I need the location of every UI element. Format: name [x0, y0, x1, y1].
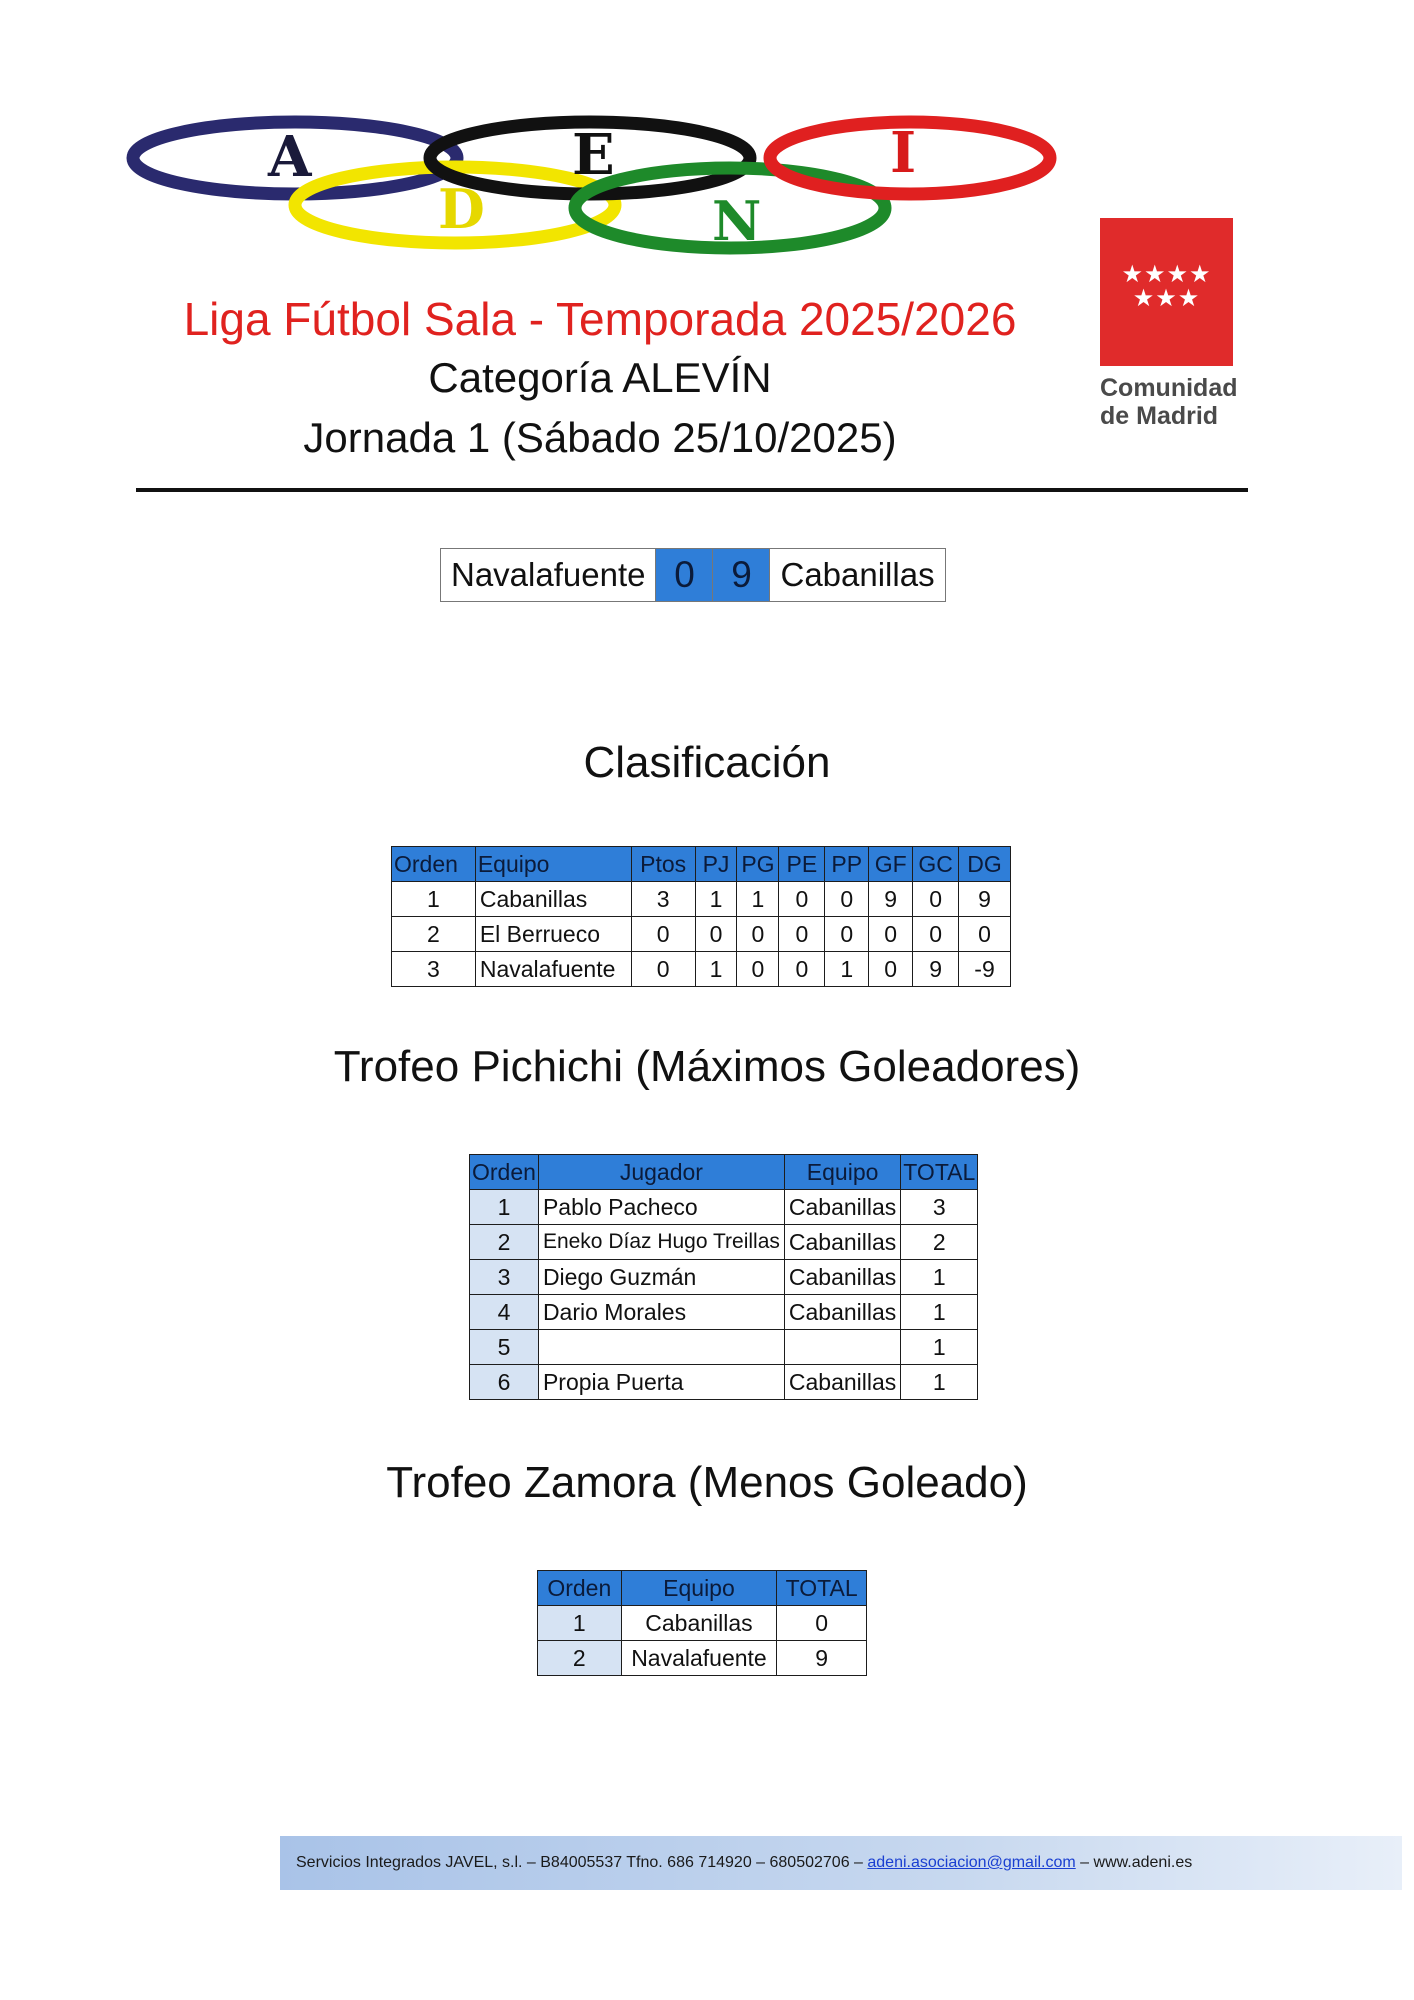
cell: 2: [901, 1225, 978, 1260]
cell: 1: [695, 882, 737, 917]
cell: 0: [779, 882, 825, 917]
madrid-stars-icon: ★★★★ ★★★: [1121, 260, 1212, 312]
cell: [538, 1330, 784, 1365]
cell: 9: [777, 1641, 867, 1676]
cell: 1: [695, 952, 737, 987]
header-divider: [136, 488, 1248, 492]
round-title: Jornada 1 (Sábado 25/10/2025): [303, 414, 897, 461]
cell: Cabanillas: [784, 1365, 900, 1400]
league-title: Liga Fútbol Sala - Temporada 2025/2026: [183, 293, 1017, 345]
logo-letter-n: N: [712, 189, 762, 253]
cell: 9: [869, 882, 913, 917]
cell: Cabanillas: [784, 1190, 900, 1225]
cell: Cabanillas: [784, 1295, 900, 1330]
adeni-logo: [120, 110, 1060, 270]
cell: 6: [470, 1365, 539, 1400]
logo-letter-i: I: [890, 120, 917, 186]
col-header: Equipo: [621, 1571, 777, 1606]
footer-company-text: Servicios Integrados JAVEL, s.l. – B84005537 Tfno. 686 714920 – 680502706 –: [296, 1854, 868, 1871]
cell: 0: [825, 882, 869, 917]
cell: 0: [631, 952, 695, 987]
cell: 1: [901, 1365, 978, 1400]
zamora-title: Trofeo Zamora (Menos Goleado): [386, 1458, 1028, 1507]
cell: Cabanillas: [621, 1606, 777, 1641]
cell: 0: [869, 917, 913, 952]
category-title: Categoría ALEVÍN: [428, 354, 772, 401]
cell: Cabanillas: [475, 882, 631, 917]
cell: 0: [737, 952, 779, 987]
col-header: Orden: [538, 1571, 622, 1606]
madrid-logo-text: Comunidad de Madrid: [1100, 374, 1238, 430]
cell: 9: [913, 952, 959, 987]
home-score: 0: [655, 549, 713, 601]
away-score: 9: [713, 549, 770, 601]
table-row: [470, 1330, 978, 1365]
cell: 1: [901, 1330, 978, 1365]
footer-email-link[interactable]: adeni.asociacion@gmail.com: [867, 1854, 1076, 1871]
table-row: [470, 1295, 978, 1330]
table-row: [392, 882, 1011, 917]
logo-letter-a: A: [268, 124, 312, 190]
col-header: Orden: [470, 1155, 539, 1190]
col-header: PP: [825, 847, 869, 882]
col-header: Equipo: [475, 847, 631, 882]
cell: 0: [913, 917, 959, 952]
cell: 1: [825, 952, 869, 987]
madrid-flag: [1100, 218, 1233, 366]
table-row: [538, 1606, 867, 1641]
table-row: [538, 1641, 867, 1676]
cell: 0: [913, 882, 959, 917]
standings-header-row: [392, 847, 1011, 882]
cell: 0: [695, 917, 737, 952]
cell: 1: [538, 1606, 622, 1641]
cell: 0: [779, 917, 825, 952]
cell: 1: [901, 1260, 978, 1295]
cell: [784, 1330, 900, 1365]
col-header: PJ: [695, 847, 737, 882]
cell: 1: [470, 1190, 539, 1225]
col-header: GF: [869, 847, 913, 882]
cell: 0: [631, 917, 695, 952]
cell: 5: [470, 1330, 539, 1365]
cell: Propia Puerta: [538, 1365, 784, 1400]
scorers-title: Trofeo Pichichi (Máximos Goleadores): [333, 1042, 1081, 1091]
cell: El Berrueco: [475, 917, 631, 952]
match-result: [440, 548, 946, 602]
scorers-table: [469, 1154, 978, 1400]
cell: Cabanillas: [784, 1225, 900, 1260]
logo-letter-e: E: [572, 122, 615, 188]
cell: 3: [631, 882, 695, 917]
cell: Diego Guzmán: [538, 1260, 784, 1295]
footer-bar: [280, 1836, 1402, 1890]
comunidad-madrid-logo: [1100, 218, 1240, 448]
cell: 2: [392, 917, 476, 952]
col-header: Equipo: [784, 1155, 900, 1190]
cell: 3: [392, 952, 476, 987]
cell: 4: [470, 1295, 539, 1330]
col-header: Ptos: [631, 847, 695, 882]
cell: 0: [869, 952, 913, 987]
table-row: [470, 1365, 978, 1400]
cell: 0: [777, 1606, 867, 1641]
table-row: [392, 917, 1011, 952]
cell: 2: [470, 1225, 539, 1260]
col-header: Jugador: [538, 1155, 784, 1190]
logo-letter-d: D: [438, 177, 485, 241]
table-row: [392, 952, 1011, 987]
table-row: [470, 1225, 978, 1260]
cell: Navalafuente: [621, 1641, 777, 1676]
cell: 0: [779, 952, 825, 987]
cell: 0: [737, 917, 779, 952]
table-row: [470, 1190, 978, 1225]
cell: 9: [959, 882, 1011, 917]
cell: Eneko Díaz Hugo Treillas: [538, 1225, 784, 1260]
standings-table: [391, 846, 1011, 987]
cell: Navalafuente: [475, 952, 631, 987]
col-header: PG: [737, 847, 779, 882]
col-header: DG: [959, 847, 1011, 882]
zamora-header-row: [538, 1571, 867, 1606]
zamora-table: [537, 1570, 867, 1676]
footer-website-text: – www.adeni.es: [1075, 1854, 1193, 1871]
col-header: GC: [913, 847, 959, 882]
table-row: [470, 1260, 978, 1295]
cell: Pablo Pacheco: [538, 1190, 784, 1225]
cell: 1: [392, 882, 476, 917]
cell: 0: [825, 917, 869, 952]
cell: 0: [959, 917, 1011, 952]
scorers-header-row: [470, 1155, 978, 1190]
cell: 2: [538, 1641, 622, 1676]
home-team: Navalafuente: [441, 549, 655, 601]
cell: 3: [901, 1190, 978, 1225]
cell: 3: [470, 1260, 539, 1295]
cell: 1: [737, 882, 779, 917]
col-header: Orden: [392, 847, 476, 882]
cell: Cabanillas: [784, 1260, 900, 1295]
standings-title: Clasificación: [583, 738, 831, 787]
away-team: Cabanillas: [770, 549, 944, 601]
cell: -9: [959, 952, 1011, 987]
col-header: TOTAL: [901, 1155, 978, 1190]
col-header: PE: [779, 847, 825, 882]
cell: 1: [901, 1295, 978, 1330]
col-header: TOTAL: [777, 1571, 867, 1606]
cell: Dario Morales: [538, 1295, 784, 1330]
